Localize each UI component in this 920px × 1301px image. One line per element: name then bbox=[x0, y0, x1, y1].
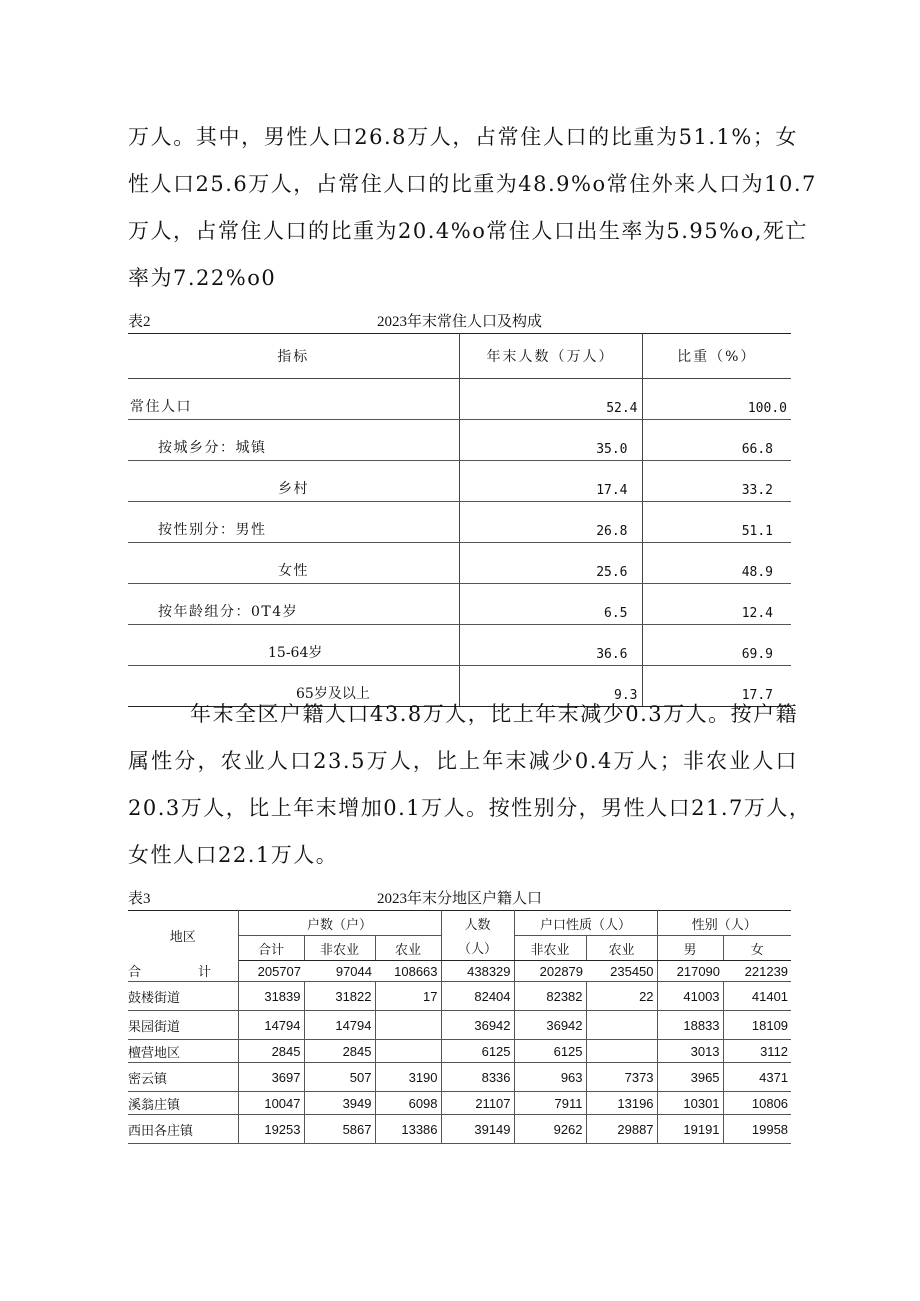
cell: 10806 bbox=[723, 1092, 791, 1115]
cell: 507 bbox=[304, 1063, 375, 1092]
cell: 97044 bbox=[304, 961, 375, 982]
region-name: 西田各庄镇 bbox=[128, 1115, 238, 1144]
table-row bbox=[128, 982, 791, 1011]
table-row bbox=[128, 1040, 791, 1063]
cell: 8336 bbox=[441, 1063, 514, 1092]
cell: 21107 bbox=[441, 1092, 514, 1115]
cell: 6125 bbox=[514, 1040, 586, 1063]
cell: 36942 bbox=[514, 1011, 586, 1040]
header-region: 地区 bbox=[128, 911, 238, 961]
paragraph-line: 率为7.22%o0 bbox=[128, 266, 277, 290]
cell: 10047 bbox=[238, 1092, 304, 1115]
header-registry: 户口性质（人） bbox=[514, 911, 657, 936]
row-count: 35.0 bbox=[459, 420, 642, 461]
row-share: 48.9 bbox=[642, 543, 791, 584]
table-2-caption bbox=[128, 312, 791, 332]
cell: 39149 bbox=[441, 1115, 514, 1144]
cell: 108663 bbox=[375, 961, 441, 982]
paragraph-line: 女性人口22.1万人。 bbox=[128, 843, 339, 867]
cell: 7373 bbox=[586, 1063, 657, 1092]
table-3-caption bbox=[128, 889, 791, 909]
cell: 17 bbox=[375, 982, 441, 1011]
paragraph-line: 万人。其中，男性人口26.8万人，占常住人口的比重为51.1%；女 bbox=[128, 125, 798, 149]
cell: 235450 bbox=[586, 961, 657, 982]
header-persons: 人数 bbox=[441, 911, 514, 936]
row-count: 9.3 bbox=[459, 666, 642, 707]
table-row bbox=[128, 461, 791, 502]
total-label bbox=[128, 961, 238, 982]
paragraph-line: 年末全区户籍人口43.8万人，比上年末减少0.3万人。按户籍 bbox=[190, 702, 799, 726]
cell: 2845 bbox=[238, 1040, 304, 1063]
row-share: 12.4 bbox=[642, 584, 791, 625]
cell bbox=[375, 1040, 441, 1063]
cell: 4371 bbox=[723, 1063, 791, 1092]
table-header-row bbox=[128, 911, 791, 936]
header-indicator: 指标 bbox=[128, 334, 459, 379]
table-2-label: 表2 bbox=[128, 314, 151, 330]
row-count: 25.6 bbox=[459, 543, 642, 584]
cell: 3965 bbox=[657, 1063, 723, 1092]
header-male: 男 bbox=[657, 936, 723, 961]
row-count: 17.4 bbox=[459, 461, 642, 502]
cell: 13386 bbox=[375, 1115, 441, 1144]
row-label: 乡村 bbox=[128, 461, 459, 502]
table-row bbox=[128, 584, 791, 625]
row-share: 100.0 bbox=[642, 379, 791, 420]
table-row-total bbox=[128, 961, 791, 982]
cell: 221239 bbox=[723, 961, 791, 982]
cell: 217090 bbox=[657, 961, 723, 982]
cell: 82382 bbox=[514, 982, 586, 1011]
cell: 7911 bbox=[514, 1092, 586, 1115]
row-share: 66.8 bbox=[642, 420, 791, 461]
header-gender: 性别（人） bbox=[657, 911, 791, 936]
cell: 438329 bbox=[441, 961, 514, 982]
header-households-agri: 农业 bbox=[375, 936, 441, 961]
table-row bbox=[128, 1092, 791, 1115]
paragraph-2 bbox=[128, 691, 812, 879]
cell: 202879 bbox=[514, 961, 586, 982]
table-row bbox=[128, 625, 791, 666]
region-name: 檀营地区 bbox=[128, 1040, 238, 1063]
cell: 18109 bbox=[723, 1011, 791, 1040]
cell: 963 bbox=[514, 1063, 586, 1092]
cell: 6098 bbox=[375, 1092, 441, 1115]
paragraph-1 bbox=[128, 114, 817, 302]
row-count: 26.8 bbox=[459, 502, 642, 543]
row-label: 按年龄组分：0T4岁 bbox=[128, 584, 459, 625]
row-label: 65岁及以上 bbox=[128, 666, 459, 707]
header-households: 户数（户） bbox=[238, 911, 441, 936]
table-3-label: 表3 bbox=[128, 891, 151, 907]
table-row bbox=[128, 1011, 791, 1040]
row-label: 常住人口 bbox=[128, 379, 459, 420]
cell: 41401 bbox=[723, 982, 791, 1011]
cell: 41003 bbox=[657, 982, 723, 1011]
cell: 5867 bbox=[304, 1115, 375, 1144]
cell: 9262 bbox=[514, 1115, 586, 1144]
cell: 22 bbox=[586, 982, 657, 1011]
table-row bbox=[128, 379, 791, 420]
paragraph-line: 20.3万人，比上年末增加0.1万人。按性别分，男性人口21.7万人， bbox=[128, 796, 812, 820]
table-row bbox=[128, 1063, 791, 1092]
table-3 bbox=[128, 910, 791, 1144]
cell: 13196 bbox=[586, 1092, 657, 1115]
row-label: 15-64岁 bbox=[128, 625, 459, 666]
row-count: 52.4 bbox=[459, 379, 642, 420]
cell: 29887 bbox=[586, 1115, 657, 1144]
cell: 19191 bbox=[657, 1115, 723, 1144]
cell: 3190 bbox=[375, 1063, 441, 1092]
cell bbox=[586, 1011, 657, 1040]
cell: 3697 bbox=[238, 1063, 304, 1092]
cell: 10301 bbox=[657, 1092, 723, 1115]
row-label: 按性别分：男性 bbox=[128, 502, 459, 543]
cell: 3112 bbox=[723, 1040, 791, 1063]
cell: 3013 bbox=[657, 1040, 723, 1063]
cell: 205707 bbox=[238, 961, 304, 982]
row-count: 36.6 bbox=[459, 625, 642, 666]
table-header-row bbox=[128, 334, 791, 379]
paragraph-line: 万人，占常住人口的比重为20.4%o常住人口出生率为5.95%o,死亡 bbox=[128, 219, 808, 243]
table-row bbox=[128, 543, 791, 584]
cell: 82404 bbox=[441, 982, 514, 1011]
cell: 18833 bbox=[657, 1011, 723, 1040]
total-label-b: 计 bbox=[198, 965, 212, 981]
cell: 31839 bbox=[238, 982, 304, 1011]
row-label: 女性 bbox=[128, 543, 459, 584]
row-share: 17.7 bbox=[642, 666, 791, 707]
table-3-title: 2023年末分地区户籍人口 bbox=[376, 891, 542, 907]
cell: 31822 bbox=[304, 982, 375, 1011]
table-2 bbox=[128, 333, 791, 707]
total-label-a: 合 bbox=[128, 965, 142, 981]
row-label: 按城乡分：城镇 bbox=[128, 420, 459, 461]
table-row bbox=[128, 1115, 791, 1144]
cell: 2845 bbox=[304, 1040, 375, 1063]
header-female: 女 bbox=[723, 936, 791, 961]
cell: 14794 bbox=[238, 1011, 304, 1040]
row-share: 33.2 bbox=[642, 461, 791, 502]
header-share: 比重（%） bbox=[642, 334, 791, 379]
region-name: 鼓楼街道 bbox=[128, 982, 238, 1011]
cell: 6125 bbox=[441, 1040, 514, 1063]
header-persons-unit: （人） bbox=[441, 936, 514, 961]
cell bbox=[375, 1011, 441, 1040]
table-row bbox=[128, 420, 791, 461]
header-count: 年末人数（万人） bbox=[459, 334, 642, 379]
table-2-title: 2023年末常住人口及构成 bbox=[376, 314, 542, 330]
row-share: 51.1 bbox=[642, 502, 791, 543]
header-households-nonagri: 非农业 bbox=[304, 936, 375, 961]
cell: 14794 bbox=[304, 1011, 375, 1040]
table-row bbox=[128, 502, 791, 543]
region-name: 溪翁庄镇 bbox=[128, 1092, 238, 1115]
cell: 36942 bbox=[441, 1011, 514, 1040]
header-registry-agri: 农业 bbox=[586, 936, 657, 961]
cell: 19958 bbox=[723, 1115, 791, 1144]
region-name: 果园街道 bbox=[128, 1011, 238, 1040]
cell: 3949 bbox=[304, 1092, 375, 1115]
row-count: 6.5 bbox=[459, 584, 642, 625]
header-households-total: 合计 bbox=[238, 936, 304, 961]
cell bbox=[586, 1040, 657, 1063]
region-name: 密云镇 bbox=[128, 1063, 238, 1092]
paragraph-line: 性人口25.6万人，占常住人口的比重为48.9%o常住外来人口为10.7 bbox=[128, 172, 817, 196]
row-share: 69.9 bbox=[642, 625, 791, 666]
paragraph-line: 属性分，农业人口23.5万人，比上年末减少0.4万人；非农业人口 bbox=[128, 749, 798, 773]
header-registry-nonagri: 非农业 bbox=[514, 936, 586, 961]
cell: 19253 bbox=[238, 1115, 304, 1144]
